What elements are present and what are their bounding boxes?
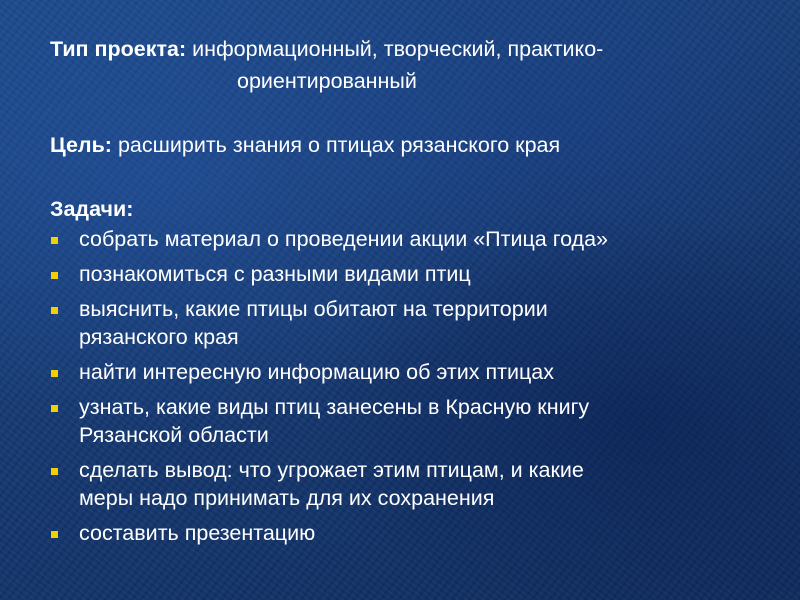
square-bullet-icon bbox=[51, 237, 58, 244]
task-text-line: собрать материал о проведении акции «Птица года» bbox=[79, 227, 609, 251]
square-bullet-icon bbox=[51, 307, 58, 314]
task-text-line: узнать, какие виды птиц занесены в Красную книгу bbox=[79, 395, 590, 419]
square-bullet-icon bbox=[51, 531, 58, 538]
task-text-line: меры надо принимать для их сохранения bbox=[79, 486, 495, 510]
task-list bbox=[50, 225, 770, 547]
tasks-heading: Задачи: bbox=[50, 197, 134, 221]
task-text-line: сделать вывод: что угрожает этим птицам, и какие bbox=[79, 458, 584, 482]
goal-value: расширить знания о птицах рязанского края bbox=[111, 133, 561, 157]
project-type-value-continued: ориентированный bbox=[237, 69, 417, 93]
slide-content bbox=[50, 33, 770, 554]
spacer bbox=[50, 97, 770, 129]
task-text-line: составить презентацию bbox=[79, 521, 316, 545]
task-item bbox=[50, 358, 770, 386]
project-type-line bbox=[50, 33, 770, 65]
task-item bbox=[50, 393, 770, 449]
square-bullet-icon bbox=[51, 272, 58, 279]
square-bullet-icon bbox=[51, 370, 58, 377]
spacer bbox=[50, 161, 770, 193]
task-text-line: Рязанской области bbox=[79, 423, 269, 447]
goal-line bbox=[50, 129, 770, 161]
square-bullet-icon bbox=[51, 405, 58, 412]
task-text-line: познакомиться с разными видами птиц bbox=[79, 262, 471, 286]
task-item bbox=[50, 260, 770, 288]
task-item bbox=[50, 225, 770, 253]
project-type-label: Тип проекта: bbox=[50, 37, 187, 61]
task-item bbox=[50, 456, 770, 512]
goal-label: Цель: bbox=[50, 133, 112, 157]
task-item bbox=[50, 295, 770, 351]
task-item bbox=[50, 519, 770, 547]
square-bullet-icon bbox=[51, 468, 58, 475]
project-type-value: информационный, творческий, практико- bbox=[186, 37, 604, 61]
task-text-line: рязанского края bbox=[79, 325, 239, 349]
task-text-line: найти интересную информацию об этих птицах bbox=[79, 360, 554, 384]
task-text-line: выяснить, какие птицы обитают на территории bbox=[79, 297, 548, 321]
